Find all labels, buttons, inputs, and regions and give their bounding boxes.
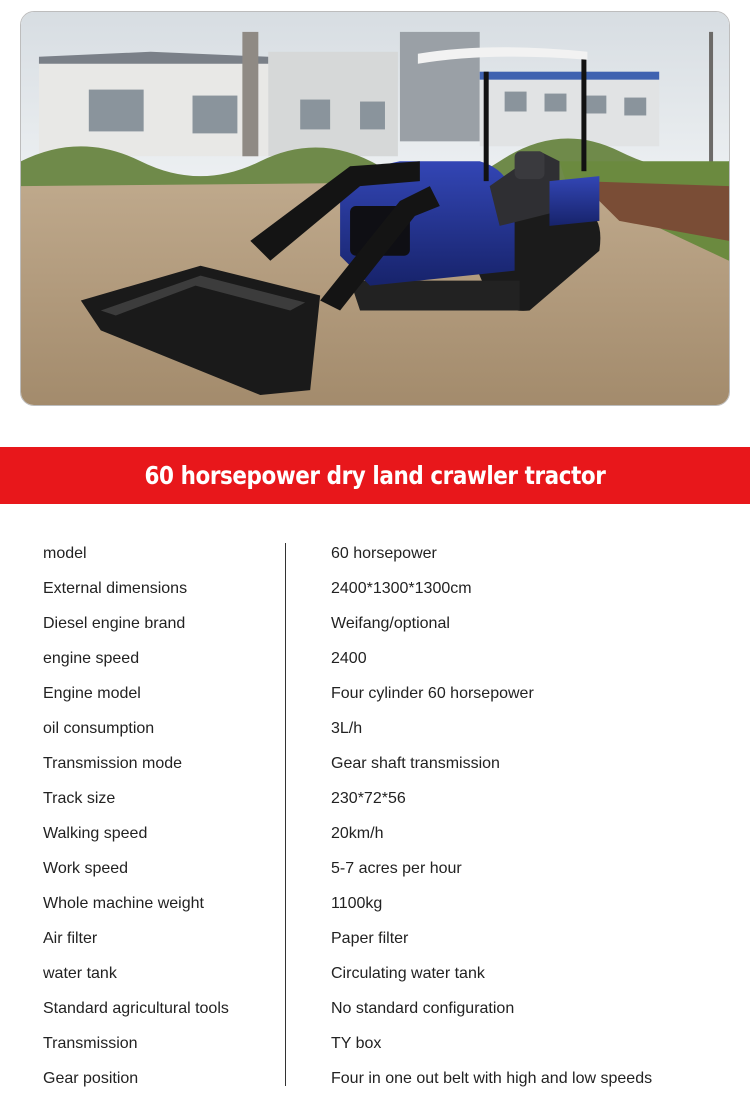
spec-label: Air filter: [43, 930, 98, 947]
spec-value: 5-7 acres per hour: [331, 860, 462, 877]
spec-value: No standard configuration: [331, 1000, 515, 1017]
spec-value: 2400*1300*1300cm: [331, 580, 472, 597]
spec-label: External dimensions: [43, 580, 188, 597]
spec-value: Gear shaft transmission: [331, 755, 500, 772]
spec-label: Gear position: [43, 1070, 139, 1087]
spec-label: engine speed: [43, 650, 140, 667]
spec-row: [0, 921, 750, 956]
spec-label: Diesel engine brand: [43, 615, 186, 632]
product-title: 60 horsepower dry land crawler tractor: [144, 461, 606, 490]
spec-label: Engine model: [43, 685, 141, 702]
spec-row: [0, 606, 750, 641]
spec-label: Walking speed: [43, 825, 148, 842]
spec-row: [0, 816, 750, 851]
spec-label: Work speed: [43, 860, 129, 877]
spec-row: [0, 536, 750, 571]
spec-label: Track size: [43, 790, 116, 807]
spec-value: 3L/h: [331, 720, 363, 737]
spec-row: [0, 886, 750, 921]
spec-label: Transmission: [43, 1035, 138, 1052]
spec-row: [0, 781, 750, 816]
spec-row: [0, 991, 750, 1026]
spec-row: [0, 851, 750, 886]
spec-value: Circulating water tank: [331, 965, 485, 982]
spec-label: Whole machine weight: [43, 895, 204, 912]
spec-value: Four in one out belt with high and low speeds: [331, 1070, 653, 1087]
spec-row: [0, 711, 750, 746]
spec-row: [0, 956, 750, 991]
spec-value: Four cylinder 60 horsepower: [331, 685, 534, 702]
title-banner: [0, 447, 750, 504]
spec-label: water tank: [43, 965, 117, 982]
spec-value: Weifang/optional: [331, 615, 450, 632]
spec-value: 230*72*56: [331, 790, 406, 807]
spec-row: [0, 676, 750, 711]
spec-label: Standard agricultural tools: [43, 1000, 229, 1017]
spec-label: model: [43, 545, 87, 562]
tractor-illustration: [21, 12, 729, 405]
spec-label: oil consumption: [43, 720, 155, 737]
spec-label: Transmission mode: [43, 755, 183, 772]
spec-row: [0, 1026, 750, 1061]
spec-row: [0, 641, 750, 676]
spec-value: 1100kg: [331, 895, 383, 912]
tractor-photo: [20, 11, 730, 406]
spec-row: [0, 746, 750, 781]
spec-table: [0, 536, 750, 1096]
spec-value: TY box: [331, 1035, 382, 1052]
spec-row: [0, 1061, 750, 1096]
spec-value: 20km/h: [331, 825, 384, 842]
spec-value: Paper filter: [331, 930, 409, 947]
spec-value: 60 horsepower: [331, 545, 437, 562]
spec-value: 2400: [331, 650, 367, 667]
spec-row: [0, 571, 750, 606]
